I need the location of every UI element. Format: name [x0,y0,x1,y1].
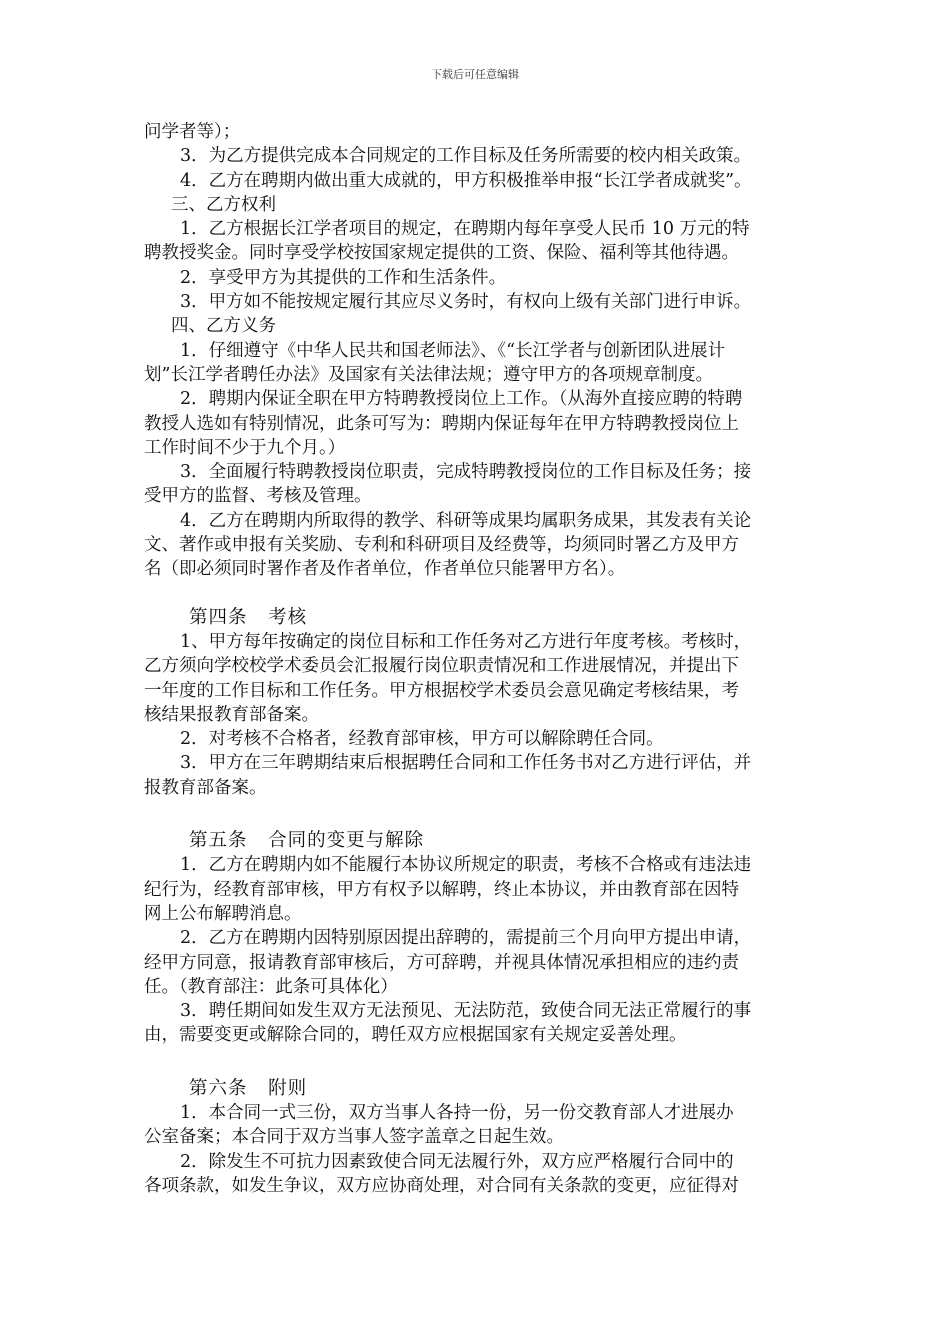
text-line: 3．全面履行特聘教授岗位职责，完成特聘教授岗位的工作目标及任务；接 [180,462,752,483]
text-line: 1、甲方每年按确定的岗位目标和工作任务对乙方进行年度考核。考核时， [180,631,752,652]
text-line: 划”长江学者聘任办法》及国家有关法律法规；遵守甲方的各项规章制度。 [144,364,713,385]
text-line: 3．为乙方提供完成本合同规定的工作目标及任务所需要的校内相关政策。 [180,146,752,167]
page-header-note: 下载后可任意编辑 [431,68,519,81]
text-line: 2．除发生不可抗力因素致使合同无法履行外，双方应严格履行合同中的 [180,1151,734,1172]
text-line: 1．本合同一式三份，双方当事人各持一份，另一份交教育部人才进展办 [180,1102,734,1123]
text-line: 2．享受甲方为其提供的工作和生活条件。 [180,267,507,288]
text-line: 3．甲方在三年聘期结束后根据聘任合同和工作任务书对乙方进行评估，并 [180,753,752,774]
text-line: 2．乙方在聘期内因特别原因提出辞聘的，需提前三个月向甲方提出申请， [180,928,752,949]
text-line: 受甲方的监督、考核及管理。 [144,486,372,507]
text-line: 报教育部备案。 [144,777,267,798]
text-line: 任。（教育部注：此条可具体化） [144,976,398,997]
article-5-heading: 第五条 合同的变更与解除 [189,830,425,852]
text-line: 教授人选如有特别情况，此条可写为：聘期内保证每年在甲方特聘教授岗位上 [144,413,739,434]
text-line: 1．乙方在聘期内如不能履行本协议所规定的职责，考核不合格或有违法违 [180,855,752,876]
article-4-body [144,630,814,800]
text-line: 工作时间不少于九个月。） [144,437,346,458]
text-line: 公室备案；本合同于双方当事人签字盖章之日起生效。 [144,1127,564,1148]
text-line: 各项条款，如发生争议，双方应协商处理，对合同有关条款的变更，应征得对 [144,1175,739,1196]
article-5-body [144,853,814,1047]
text-line: 2．聘期内保证全职在甲方特聘教授岗位上工作。（从海外直接应聘的特聘 [180,389,743,410]
spacer [144,1048,814,1077]
section-subheading: 四、乙方义务 [171,316,276,337]
article-4-heading: 第四条 考核 [189,606,308,628]
text-line: 名（即必须同时署作者及作者单位，作者单位只能署甲方名）。 [144,559,626,580]
text-line: 4．乙方在聘期内所取得的教学、科研等成果均属职务成果，其发表有关论 [180,510,752,531]
document-body [144,120,814,1198]
text-line: 纪行为，经教育部审核，甲方有权予以解聘，终止本协议，并由教育部在因特 [144,879,739,900]
text-line: 一年度的工作目标和工作任务。甲方根据校学术委员会意见确定考核结果，考 [144,680,739,701]
text-line: 经甲方同意，报请教育部审核后，方可辞聘，并视具体情况承担相应的违约责 [144,952,739,973]
text-line: 4．乙方在聘期内做出重大成就的，甲方积极推举申报“长江学者成就奖”。 [180,170,752,191]
text-line: 文、著作或申报有关奖励、专利和科研项目及经费等，均须同时署乙方及甲方 [144,535,739,556]
spacer [144,800,814,829]
text-line: 乙方须向学校校学术委员会汇报履行岗位职责情况和工作进展情况，并提出下 [144,656,739,677]
text-line: 1．乙方根据长江学者项目的规定，在聘期内每年享受人民币 10 万元的特 [180,219,750,240]
text-line: 由，需要变更或解除合同的，聘任双方应根据国家有关规定妥善处理。 [144,1025,687,1046]
section-subheading: 三、乙方权利 [171,194,276,215]
text-line: 网上公布解聘消息。 [144,903,302,924]
text-line: 3．聘任期间如发生双方无法预见、无法防范，致使合同无法正常履行的事 [180,1001,752,1022]
spacer [144,582,814,606]
text-line: 核结果报教育部备案。 [144,704,319,725]
text-line: 问学者等）； [144,122,241,142]
text-line: 3．甲方如不能按规定履行其应尽义务时，有权向上级有关部门进行申诉。 [180,292,752,313]
section-rights-obligations [144,120,814,582]
article-6-heading: 第六条 附则 [189,1077,308,1099]
article-6-body [144,1101,814,1198]
text-line: 聘教授奖金。同时享受学校按国家规定提供的工资、保险、福利等其他待遇。 [144,243,739,264]
text-line: 1．仔细遵守《中华人民共和国老师法》、《“长江学者与创新团队进展计 [180,340,726,361]
text-line: 2．对考核不合格者，经教育部审核，甲方可以解除聘任合同。 [180,729,664,750]
